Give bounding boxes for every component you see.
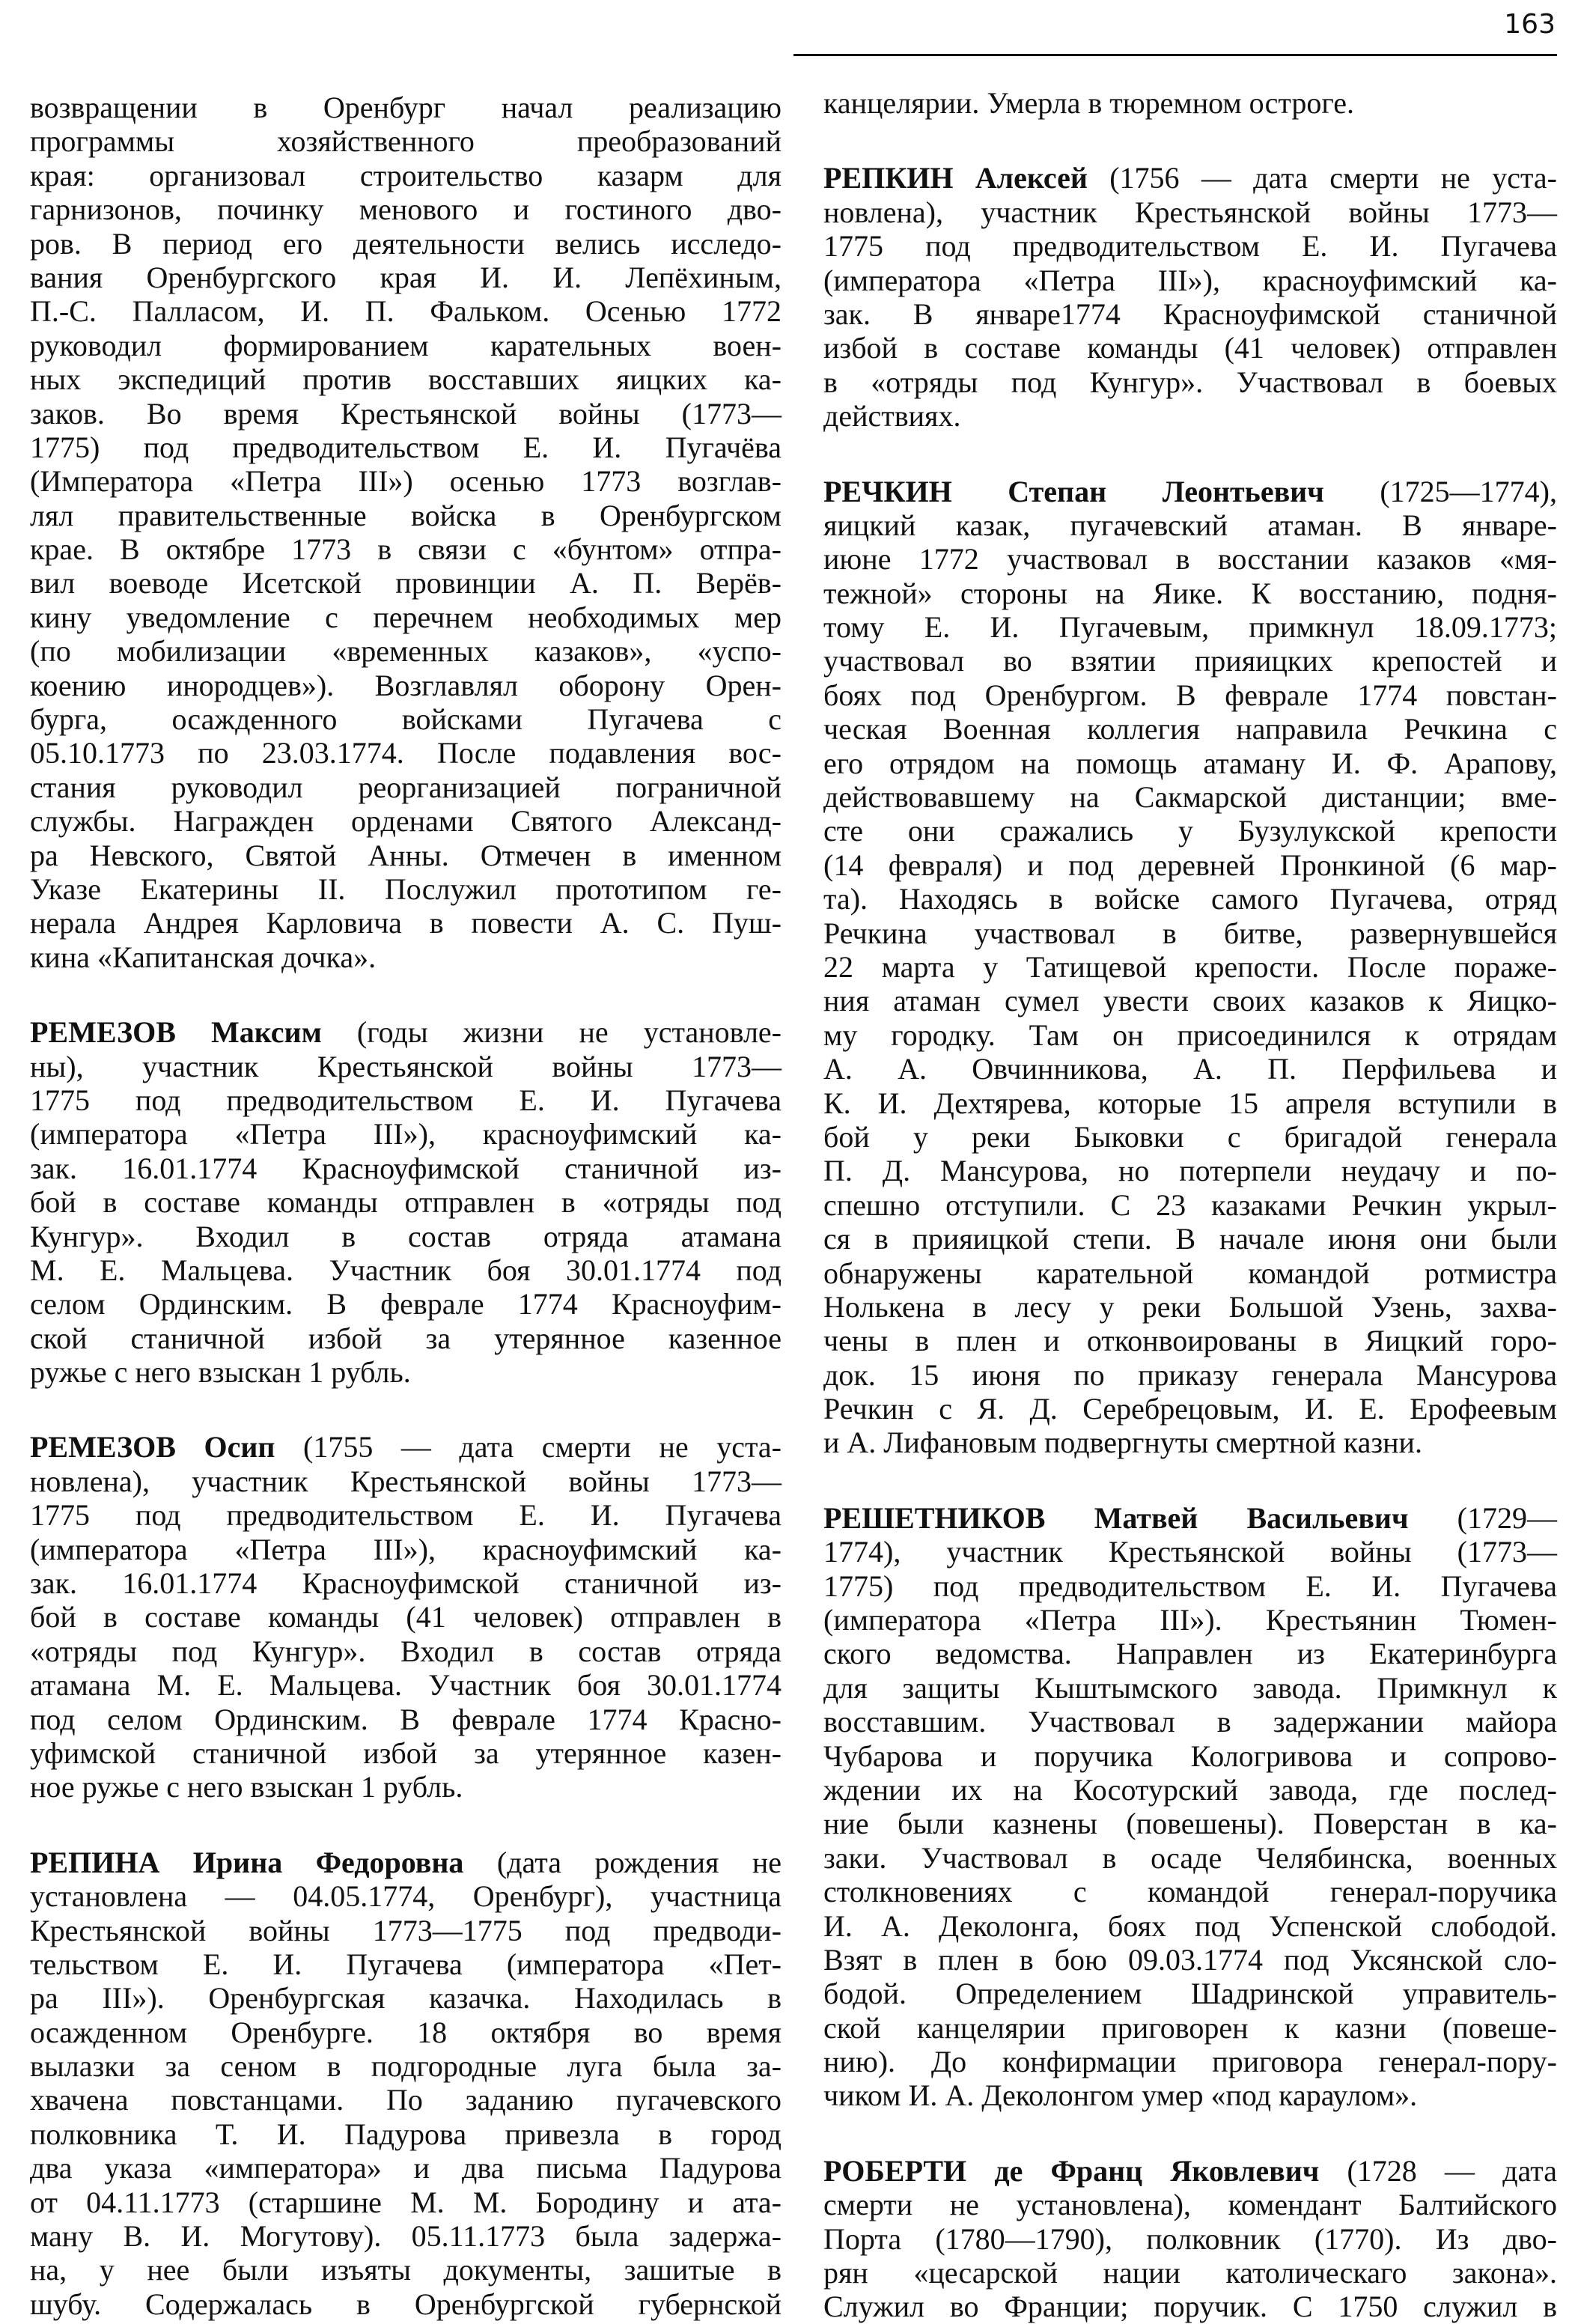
- text-line: [823, 2188, 1557, 2221]
- text-line: [823, 780, 1557, 814]
- text-line: [823, 161, 1557, 195]
- line-text: заков. Во время Крестьянской войны (1773—: [30, 396, 782, 431]
- text-line: [823, 610, 1557, 644]
- entry-paragraph: [823, 161, 1557, 433]
- text-line: [30, 1566, 782, 1600]
- line-text: 1774), участник Крестьянской войны (1773—: [823, 1535, 1557, 1569]
- line-text: службы. Награжден орденами Святого Александ-: [30, 804, 782, 839]
- line-text: вил воеводе Исетской провинции А. П. Верёв-: [30, 566, 782, 600]
- line-text: чиком И. А. Деколонгом умер «под караулом».: [823, 2078, 1418, 2113]
- line-text: действовавшему на Сакмарской дистанции; вме-: [823, 780, 1557, 815]
- text-line: [30, 872, 782, 906]
- line-text: атамана М. Е. Мальцева. Участник боя 30.01.1774: [30, 1668, 782, 1703]
- entry-name: РОБЕРТИ де Франц Яковлевич: [823, 2153, 1320, 2188]
- text-line: [823, 577, 1557, 610]
- line-text: (1729—: [1408, 1500, 1557, 1535]
- text-line: [30, 1533, 782, 1566]
- line-text: Речкин с Я. Д. Серебрецовым, И. Е. Ерофеевым: [823, 1392, 1557, 1426]
- text-line: [30, 1321, 782, 1355]
- line-text: бой у реки Быковки с бригадой генерала: [823, 1119, 1557, 1154]
- entry-name: РЕМЕЗОВ Осип: [30, 1430, 275, 1464]
- text-line: [823, 1841, 1557, 1875]
- text-line: [30, 1253, 782, 1287]
- line-text: ния атаман сумел увести своих казаков к Яицко-: [823, 984, 1557, 1018]
- text-line: [30, 600, 782, 634]
- text-line: [30, 1600, 782, 1634]
- line-text: тежной» стороны на Яике. К восстанию, подня-: [823, 576, 1557, 610]
- line-text: ров. В период его деятельности велись исследо-: [30, 226, 782, 261]
- text-line: [823, 2222, 1557, 2256]
- line-text: зак. 16.01.1774 Красноуфимской станичной из-: [30, 1566, 782, 1601]
- line-text: кина «Капитанская дочка».: [30, 940, 377, 974]
- text-line: [30, 2083, 782, 2117]
- entry-name: РЕПИНА Ирина Федоровна: [30, 1845, 464, 1879]
- line-text: вания Оренбургского края И. И. Лепёхиным,: [30, 260, 782, 294]
- text-line: [823, 2154, 1557, 2188]
- line-text: (1755 — дата смерти не уста-: [275, 1430, 782, 1464]
- line-text: ждении их на Косотурский завода, где послед-: [823, 1772, 1557, 1807]
- line-text: ра III»). Оренбургская казачка. Находилась в: [30, 1981, 782, 2016]
- text-line: [823, 848, 1557, 882]
- text-line: [30, 1736, 782, 1770]
- line-text: Кунгур». Входил в состав отряда атамана: [30, 1219, 782, 1253]
- line-text: столкновениях с командой генерал-поручика: [823, 1875, 1557, 1909]
- text-line: [823, 229, 1557, 263]
- line-text: полковника Т. И. Падурова привезла в город: [30, 2117, 782, 2151]
- text-line: [823, 1358, 1557, 1392]
- text-line: [823, 508, 1557, 542]
- line-text: тельством Е. И. Пугачева (императора «Пет-: [30, 1947, 782, 1981]
- line-text: 22 марта у Татищевой крепости. После пораже-: [823, 949, 1557, 984]
- line-text: в «отряды под Кунгур». Участвовал в боевых: [823, 365, 1557, 399]
- line-text: рян «цесарской нации католическаго закона».: [823, 2256, 1557, 2290]
- text-line: [823, 1637, 1557, 1670]
- line-text: Речкина участвовал в битве, развернувшейся: [823, 916, 1557, 950]
- text-line: [30, 736, 782, 770]
- line-text: (1728 — дата: [1319, 2153, 1557, 2188]
- text-line: [823, 2078, 1557, 2112]
- line-text: (императора «Петра III»). Крестьянин Тюмен-: [823, 1603, 1557, 1637]
- line-text: два указа «императора» и два письма Падурова: [30, 2151, 782, 2185]
- text-line: [823, 1154, 1557, 1187]
- text-line: [30, 91, 782, 124]
- line-text: шубу. Содержалась в Оренбургской губернской: [30, 2287, 782, 2321]
- line-text: края: организовал строительство казарм для: [30, 158, 782, 192]
- continued-paragraph: [823, 86, 1557, 120]
- text-line: [823, 1018, 1557, 1052]
- text-line: [823, 1705, 1557, 1739]
- text-line: [823, 1603, 1557, 1637]
- text-line: [30, 499, 782, 532]
- line-text: (императора «Петра III»), красноуфимский ка-: [30, 1117, 782, 1152]
- line-text: лял правительственные войска в Оренбургском: [30, 498, 782, 532]
- line-text: ся в прияицкой степи. В начале июня они были: [823, 1222, 1557, 1256]
- text-line: [30, 1117, 782, 1151]
- text-line: [823, 1909, 1557, 1943]
- text-line: [823, 2290, 1557, 2323]
- line-text: ное ружье с него взыскан 1 рубль.: [30, 1770, 463, 1804]
- entry-paragraph: [30, 1430, 782, 1804]
- line-text: коению инородцев»). Возглавлял оборону Орен-: [30, 668, 782, 702]
- line-text: июне 1772 участвовал в восстании казаков «мя-: [823, 542, 1557, 577]
- text-line: [30, 1464, 782, 1498]
- entry-name: РЕПКИН Алексей: [823, 161, 1088, 195]
- entry-paragraph: [823, 1501, 1557, 2113]
- text-line: [30, 1498, 782, 1532]
- line-text: действиях.: [823, 399, 961, 434]
- line-text: селом Ординским. В феврале 1774 Красноуфим-: [30, 1287, 782, 1321]
- text-line: [30, 2016, 782, 2049]
- text-line: [30, 669, 782, 702]
- line-text: нию). До конфирмации приговора генерал-пору-: [823, 2045, 1557, 2079]
- line-text: под селом Ординским. В феврале 1774 Красно-: [30, 1702, 782, 1736]
- text-line: [30, 1287, 782, 1321]
- line-text: ской канцелярии приговорен к казни (повеше-: [823, 2010, 1557, 2045]
- entry-paragraph: [30, 1015, 782, 1389]
- line-text: зак. В январе1774 Красноуфимской станичной: [823, 296, 1557, 331]
- line-text: 1775 под предводительством Е. И. Пугачева: [823, 229, 1557, 264]
- text-line: [30, 1846, 782, 1879]
- text-line: [823, 1739, 1557, 1773]
- text-line: [823, 1807, 1557, 1840]
- text-line: [823, 712, 1557, 746]
- line-text: ского ведомства. Направлен из Екатеринбурга: [823, 1637, 1557, 1671]
- text-line: [30, 261, 782, 294]
- text-line: [823, 1426, 1557, 1459]
- text-line: [823, 1501, 1557, 1535]
- text-line: [823, 984, 1557, 1017]
- text-line: [30, 1703, 782, 1736]
- line-text: 1775) под предводительством Е. И. Пугачева: [823, 1569, 1557, 1603]
- text-line: [823, 2256, 1557, 2290]
- line-text: (годы жизни не установле-: [321, 1015, 782, 1050]
- line-text: ману В. И. Могутову). 05.11.1773 была задержа-: [30, 2219, 782, 2254]
- text-line: [30, 804, 782, 838]
- line-text: М. Е. Мальцева. Участник боя 30.01.1774 под: [30, 1253, 782, 1287]
- text-line: [30, 839, 782, 872]
- text-line: [823, 86, 1557, 120]
- line-text: (дата рождения не: [463, 1845, 782, 1879]
- text-line: [30, 940, 782, 974]
- line-text: (императора «Петра III»), красноуфимский ка-: [823, 263, 1557, 297]
- line-text: уфимской станичной избой за утерянное казен-: [30, 1736, 782, 1770]
- text-line: [823, 264, 1557, 297]
- text-line: [823, 1188, 1557, 1222]
- text-line: [823, 1392, 1557, 1426]
- text-line: [823, 1086, 1557, 1120]
- text-line: [30, 362, 782, 396]
- line-text: Указе Екатерины II. Послужил прототипом ге-: [30, 872, 782, 906]
- text-line: [823, 399, 1557, 433]
- line-text: Взят в плен в бою 09.03.1774 под Уксянской сло-: [823, 1942, 1557, 1977]
- text-line: [823, 678, 1557, 712]
- line-text: бурга, осажденного войсками Пугачева с: [30, 702, 782, 737]
- line-text: гарнизонов, починку менового и гостиного дво-: [30, 192, 782, 227]
- text-line: [30, 1430, 782, 1464]
- text-line: [30, 1050, 782, 1083]
- line-text: заки. Участвовал в осаде Челябинска, военных: [823, 1840, 1557, 1875]
- line-text: док. 15 июня по приказу генерала Мансурова: [823, 1357, 1557, 1392]
- text-line: [823, 1875, 1557, 1908]
- text-line: [30, 2151, 782, 2185]
- line-text: кину уведомление с перечнем необходимых мер: [30, 600, 782, 634]
- line-text: избой в составе команды (41 человек) отправлен: [823, 331, 1557, 365]
- text-line: [30, 1220, 782, 1253]
- text-line: [30, 124, 782, 158]
- text-line: [30, 1152, 782, 1185]
- text-line: [30, 431, 782, 464]
- line-text: тому Е. И. Пугачевым, примкнул 18.09.1773;: [823, 610, 1557, 645]
- line-text: бой в составе команды (41 человек) отправлен в: [30, 1600, 782, 1634]
- line-text: стания руководил реорганизацией пограничной: [30, 770, 782, 804]
- line-text: бой в составе команды отправлен в «отряды под: [30, 1185, 782, 1220]
- text-line: [823, 644, 1557, 678]
- line-text: крае. В октябре 1773 в связи с «бунтом» отпра-: [30, 532, 782, 567]
- text-line: [30, 2287, 782, 2321]
- text-line: [823, 1773, 1557, 1807]
- line-text: спешно отступили. С 23 казаками Речкин укрыл-: [823, 1187, 1557, 1222]
- line-text: А. А. Овчинникова, А. П. Перфильева и: [823, 1052, 1557, 1086]
- line-text: чены в плен и отконвоированы в Яицкий горо-: [823, 1324, 1557, 1358]
- line-text: зак. 16.01.1774 Красноуфимской станичной из-: [30, 1151, 782, 1185]
- line-text: смерти не установлена), комендант Балтийского: [823, 2188, 1557, 2222]
- text-line: [823, 916, 1557, 950]
- line-text: 1775) под предводительством Е. И. Пугачёва: [30, 430, 782, 464]
- text-line: [30, 2185, 782, 2219]
- line-text: от 04.11.1773 (старшине М. М. Бородину и ата-: [30, 2185, 782, 2219]
- line-text: канцелярии. Умерла в тюремном остроге.: [823, 86, 1355, 120]
- text-line: [823, 475, 1557, 508]
- line-text: (Императора «Петра III») осенью 1773 возглав-: [30, 464, 782, 499]
- line-text: участвовал во взятии прияицких крепостей и: [823, 644, 1557, 678]
- line-text: (по мобилизации «временных казаков», «успо-: [30, 634, 782, 669]
- entry-name: РЕЧКИН Степан Леонтьевич: [823, 474, 1324, 508]
- line-text: нерала Андрея Карловича в повести А. С. Пуш-: [30, 906, 782, 940]
- right-column: [823, 86, 1557, 2324]
- line-text: ны), участник Крестьянской войны 1773—: [30, 1049, 782, 1083]
- text-line: [30, 1083, 782, 1117]
- text-line: [30, 906, 782, 940]
- line-text: Порта (1780—1790), полковник (1770). Из дво-: [823, 2221, 1557, 2256]
- line-text: ской станичной избой за утерянное казенное: [30, 1321, 782, 1355]
- line-text: П.-С. Палласом, И. П. Фальком. Осенью 1772: [30, 294, 782, 329]
- text-line: [30, 2117, 782, 2151]
- text-line: [30, 192, 782, 226]
- text-line: [823, 882, 1557, 916]
- line-text: ружье с него взыскан 1 рубль.: [30, 1355, 411, 1390]
- text-line: [30, 566, 782, 600]
- line-text: яицкий казак, пугачевский атаман. В январе-: [823, 508, 1557, 542]
- line-text: на, у нее были изъяты документы, зашитые в: [30, 2253, 782, 2287]
- text-line: [823, 297, 1557, 331]
- entry-name: РЕМЕЗОВ Максим: [30, 1015, 322, 1050]
- line-text: Чубарова и поручика Кологривова и сопрово-: [823, 1739, 1557, 1773]
- entry-name: РЕШЕТНИКОВ Матвей Васильевич: [823, 1500, 1409, 1535]
- line-text: П. Д. Мансурова, но потерпели неудачу и по-: [823, 1154, 1557, 1188]
- entry-paragraph: [30, 1846, 782, 2321]
- text-line: [823, 2045, 1557, 2078]
- text-line: [30, 1015, 782, 1049]
- text-line: [823, 1977, 1557, 2010]
- text-line: [823, 814, 1557, 848]
- text-line: [823, 1569, 1557, 1603]
- text-line: [823, 1256, 1557, 1290]
- line-text: ных экспедиций против восставших яицких ка-: [30, 362, 782, 397]
- text-line: [823, 950, 1557, 984]
- line-text: (1756 — дата смерти не уста-: [1087, 161, 1557, 195]
- entry-paragraph: [823, 475, 1557, 1460]
- text-line: [30, 1355, 782, 1389]
- line-text: хвачена повстанцами. По заданию пугачевского: [30, 2083, 782, 2117]
- text-line: [30, 1914, 782, 1947]
- text-line: [30, 2253, 782, 2287]
- line-text: для защиты Кыштымского завода. Примкнул к: [823, 1670, 1557, 1705]
- line-text: Служил во Франции; поручик. С 1750 служил в: [823, 2290, 1557, 2324]
- text-line: [823, 1290, 1557, 1324]
- text-line: [823, 331, 1557, 365]
- text-line: [823, 2011, 1557, 2045]
- line-text: новлена), участник Крестьянской войны 1773—: [30, 1464, 782, 1498]
- header-rule: [793, 54, 1557, 56]
- line-text: (1725—1774),: [1323, 474, 1558, 508]
- text-line: [30, 532, 782, 566]
- text-line: [823, 1535, 1557, 1569]
- line-text: «отряды под Кунгур». Входил в состав отряда: [30, 1634, 782, 1668]
- line-text: Крестьянской войны 1773—1775 под предводи-: [30, 1913, 782, 1947]
- line-text: ра Невского, Святой Анны. Отмечен в именном: [30, 838, 782, 872]
- continued-paragraph: [30, 91, 782, 974]
- text-line: [30, 770, 782, 804]
- line-text: программы хозяйственного преобразований: [30, 124, 782, 159]
- text-line: [30, 634, 782, 668]
- line-text: и А. Лифановым подвергнуты смертной казни.: [823, 1426, 1422, 1460]
- line-text: восставшим. Участвовал в задержании майора: [823, 1705, 1557, 1739]
- text-line: [30, 1634, 782, 1668]
- line-text: новлена), участник Крестьянской войны 1773—: [823, 195, 1557, 229]
- text-line: [823, 1222, 1557, 1256]
- text-line: [30, 2219, 782, 2253]
- line-text: 1775 под предводительством Е. И. Пугачева: [30, 1083, 782, 1117]
- line-text: ние были казнены (повешены). Поверстан в ка-: [823, 1807, 1557, 1841]
- text-line: [30, 227, 782, 261]
- line-text: установлена — 04.05.1774, Оренбург), участница: [30, 1879, 782, 1914]
- line-text: 05.10.1773 по 23.03.1774. После подавления вос-: [30, 736, 782, 770]
- text-line: [823, 1943, 1557, 1977]
- text-line: [30, 1879, 782, 1913]
- line-text: осажденном Оренбурге. 18 октября во время: [30, 2015, 782, 2049]
- line-text: Нолькена в лесу у реки Большой Узень, захва-: [823, 1289, 1557, 1324]
- text-line: [823, 365, 1557, 399]
- line-text: му городку. Там он присоединился к отрядам: [823, 1017, 1557, 1052]
- line-text: та). Находясь в войске самого Пугачева, отряд: [823, 882, 1557, 916]
- text-line: [30, 1947, 782, 1981]
- text-line: [30, 464, 782, 498]
- line-text: его отрядом на помощь атаману И. Ф. Арапову,: [823, 746, 1557, 780]
- text-line: [30, 2049, 782, 2083]
- text-line: [823, 195, 1557, 229]
- line-text: бодой. Определением Шадринской управитель-: [823, 1977, 1557, 2011]
- line-text: (императора «Петра III»), красноуфимский ка-: [30, 1532, 782, 1566]
- text-line: [823, 746, 1557, 780]
- text-line: [823, 1120, 1557, 1154]
- line-text: И. А. Деколонга, боях под Успенской слободой.: [823, 1908, 1557, 1943]
- line-text: К. И. Дехтярева, которые 15 апреля вступили в: [823, 1086, 1557, 1120]
- line-text: боях под Оренбургом. В феврале 1774 повстан-: [823, 678, 1557, 712]
- line-text: руководил формированием карательных воен-: [30, 328, 782, 362]
- entry-paragraph: [823, 2154, 1557, 2324]
- text-line: [30, 1981, 782, 2015]
- text-line: [30, 1668, 782, 1702]
- line-text: ческая Военная коллегия направила Речкина с: [823, 712, 1557, 746]
- text-line: [823, 542, 1557, 576]
- line-text: возвращении в Оренбург начал реализацию: [30, 91, 782, 124]
- text-line: [30, 294, 782, 328]
- text-line: [30, 329, 782, 362]
- line-text: (14 февраля) и под деревней Пронкиной (6 мар-: [823, 848, 1557, 882]
- text-line: [30, 1770, 782, 1804]
- line-text: вылазки за сеном в подгородные луга была за-: [30, 2049, 782, 2084]
- line-text: обнаружены карательной командой ротмистра: [823, 1256, 1557, 1290]
- text-line: [30, 1185, 782, 1219]
- left-column: [30, 91, 782, 2321]
- page-number: 163: [1504, 9, 1556, 40]
- text-line: [823, 1671, 1557, 1705]
- text-line: [30, 397, 782, 431]
- text-line: [823, 1324, 1557, 1357]
- text-line: [30, 159, 782, 192]
- text-line: [30, 702, 782, 736]
- line-text: сте они сражались у Бузулукской крепости: [823, 814, 1557, 848]
- line-text: 1775 под предводительством Е. И. Пугачева: [30, 1498, 782, 1533]
- text-line: [823, 1052, 1557, 1086]
